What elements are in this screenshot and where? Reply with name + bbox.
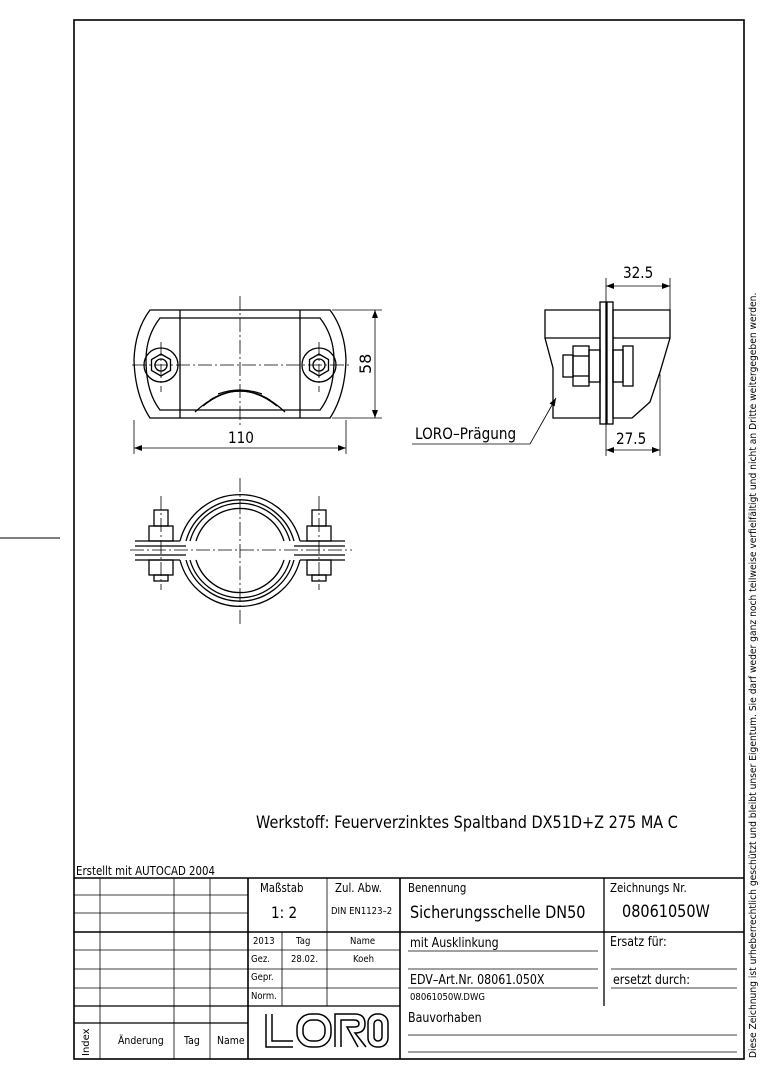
subtitle: mit Ausklinkung <box>410 936 499 951</box>
created-with: Erstellt mit AUTOCAD 2004 <box>76 864 216 878</box>
dim-width: 110 <box>228 428 254 447</box>
drawn-label: Gez. <box>251 954 270 965</box>
tolerance-label: Zul. Abw. <box>335 881 382 895</box>
rev-name-label: Name <box>217 1034 245 1047</box>
rev-change-label: Änderung <box>118 1034 164 1047</box>
rev-day-label: Tag <box>184 1034 200 1047</box>
replaced-by-label: ersetzt durch: <box>613 973 691 988</box>
file-name: 08061050W.DWG <box>410 992 485 1003</box>
drawing-no-value: 08061050W <box>622 902 710 922</box>
dim-side-top: 32.5 <box>623 263 654 282</box>
scale-value: 1: 2 <box>271 903 298 922</box>
dim-height: 58 <box>356 353 375 374</box>
edv-number: EDV–Art.Nr. 08061.050X <box>410 973 545 988</box>
rev-index-label: Index <box>81 1028 92 1056</box>
scale-label: Maßstab <box>260 881 304 895</box>
year: 2013 <box>253 936 275 947</box>
loro-logo <box>266 1014 388 1047</box>
norm-label: Norm. <box>251 991 277 1002</box>
day-label: Tag <box>296 936 311 947</box>
designation-value: Sicherungsschelle DN50 <box>410 903 586 923</box>
designation-label: Benennung <box>408 881 467 895</box>
name-label: Name <box>350 936 376 947</box>
copyright-notice: Diese Zeichnung ist urheberrechtlich geschützt und bleibt unser Eigentum. Sie darf weder ganz noch teilweise verfielfältigt und nicht an Dritte weitergegeben werden. <box>748 292 759 1058</box>
replacement-for-label: Ersatz für: <box>610 935 667 950</box>
checked-label: Gepr. <box>251 972 274 983</box>
tolerance-value: DIN EN1123–2 <box>331 906 393 917</box>
side-view <box>545 302 670 424</box>
drawn-name: Koeh <box>353 954 374 965</box>
embossing-label: LORO–Prägung <box>415 424 517 443</box>
material-spec: Werkstoff: Feuerverzinktes Spaltband DX51D+Z 275 MA C <box>256 813 678 833</box>
project-label: Bauvorhaben <box>408 1011 482 1026</box>
drawn-date: 28.02. <box>291 954 319 965</box>
front-view-dimensions <box>134 310 382 454</box>
dim-side-bottom: 27.5 <box>616 429 647 448</box>
front-view-centerlines <box>132 296 350 428</box>
drawing-no-label: Zeichnungs Nr. <box>610 881 687 895</box>
